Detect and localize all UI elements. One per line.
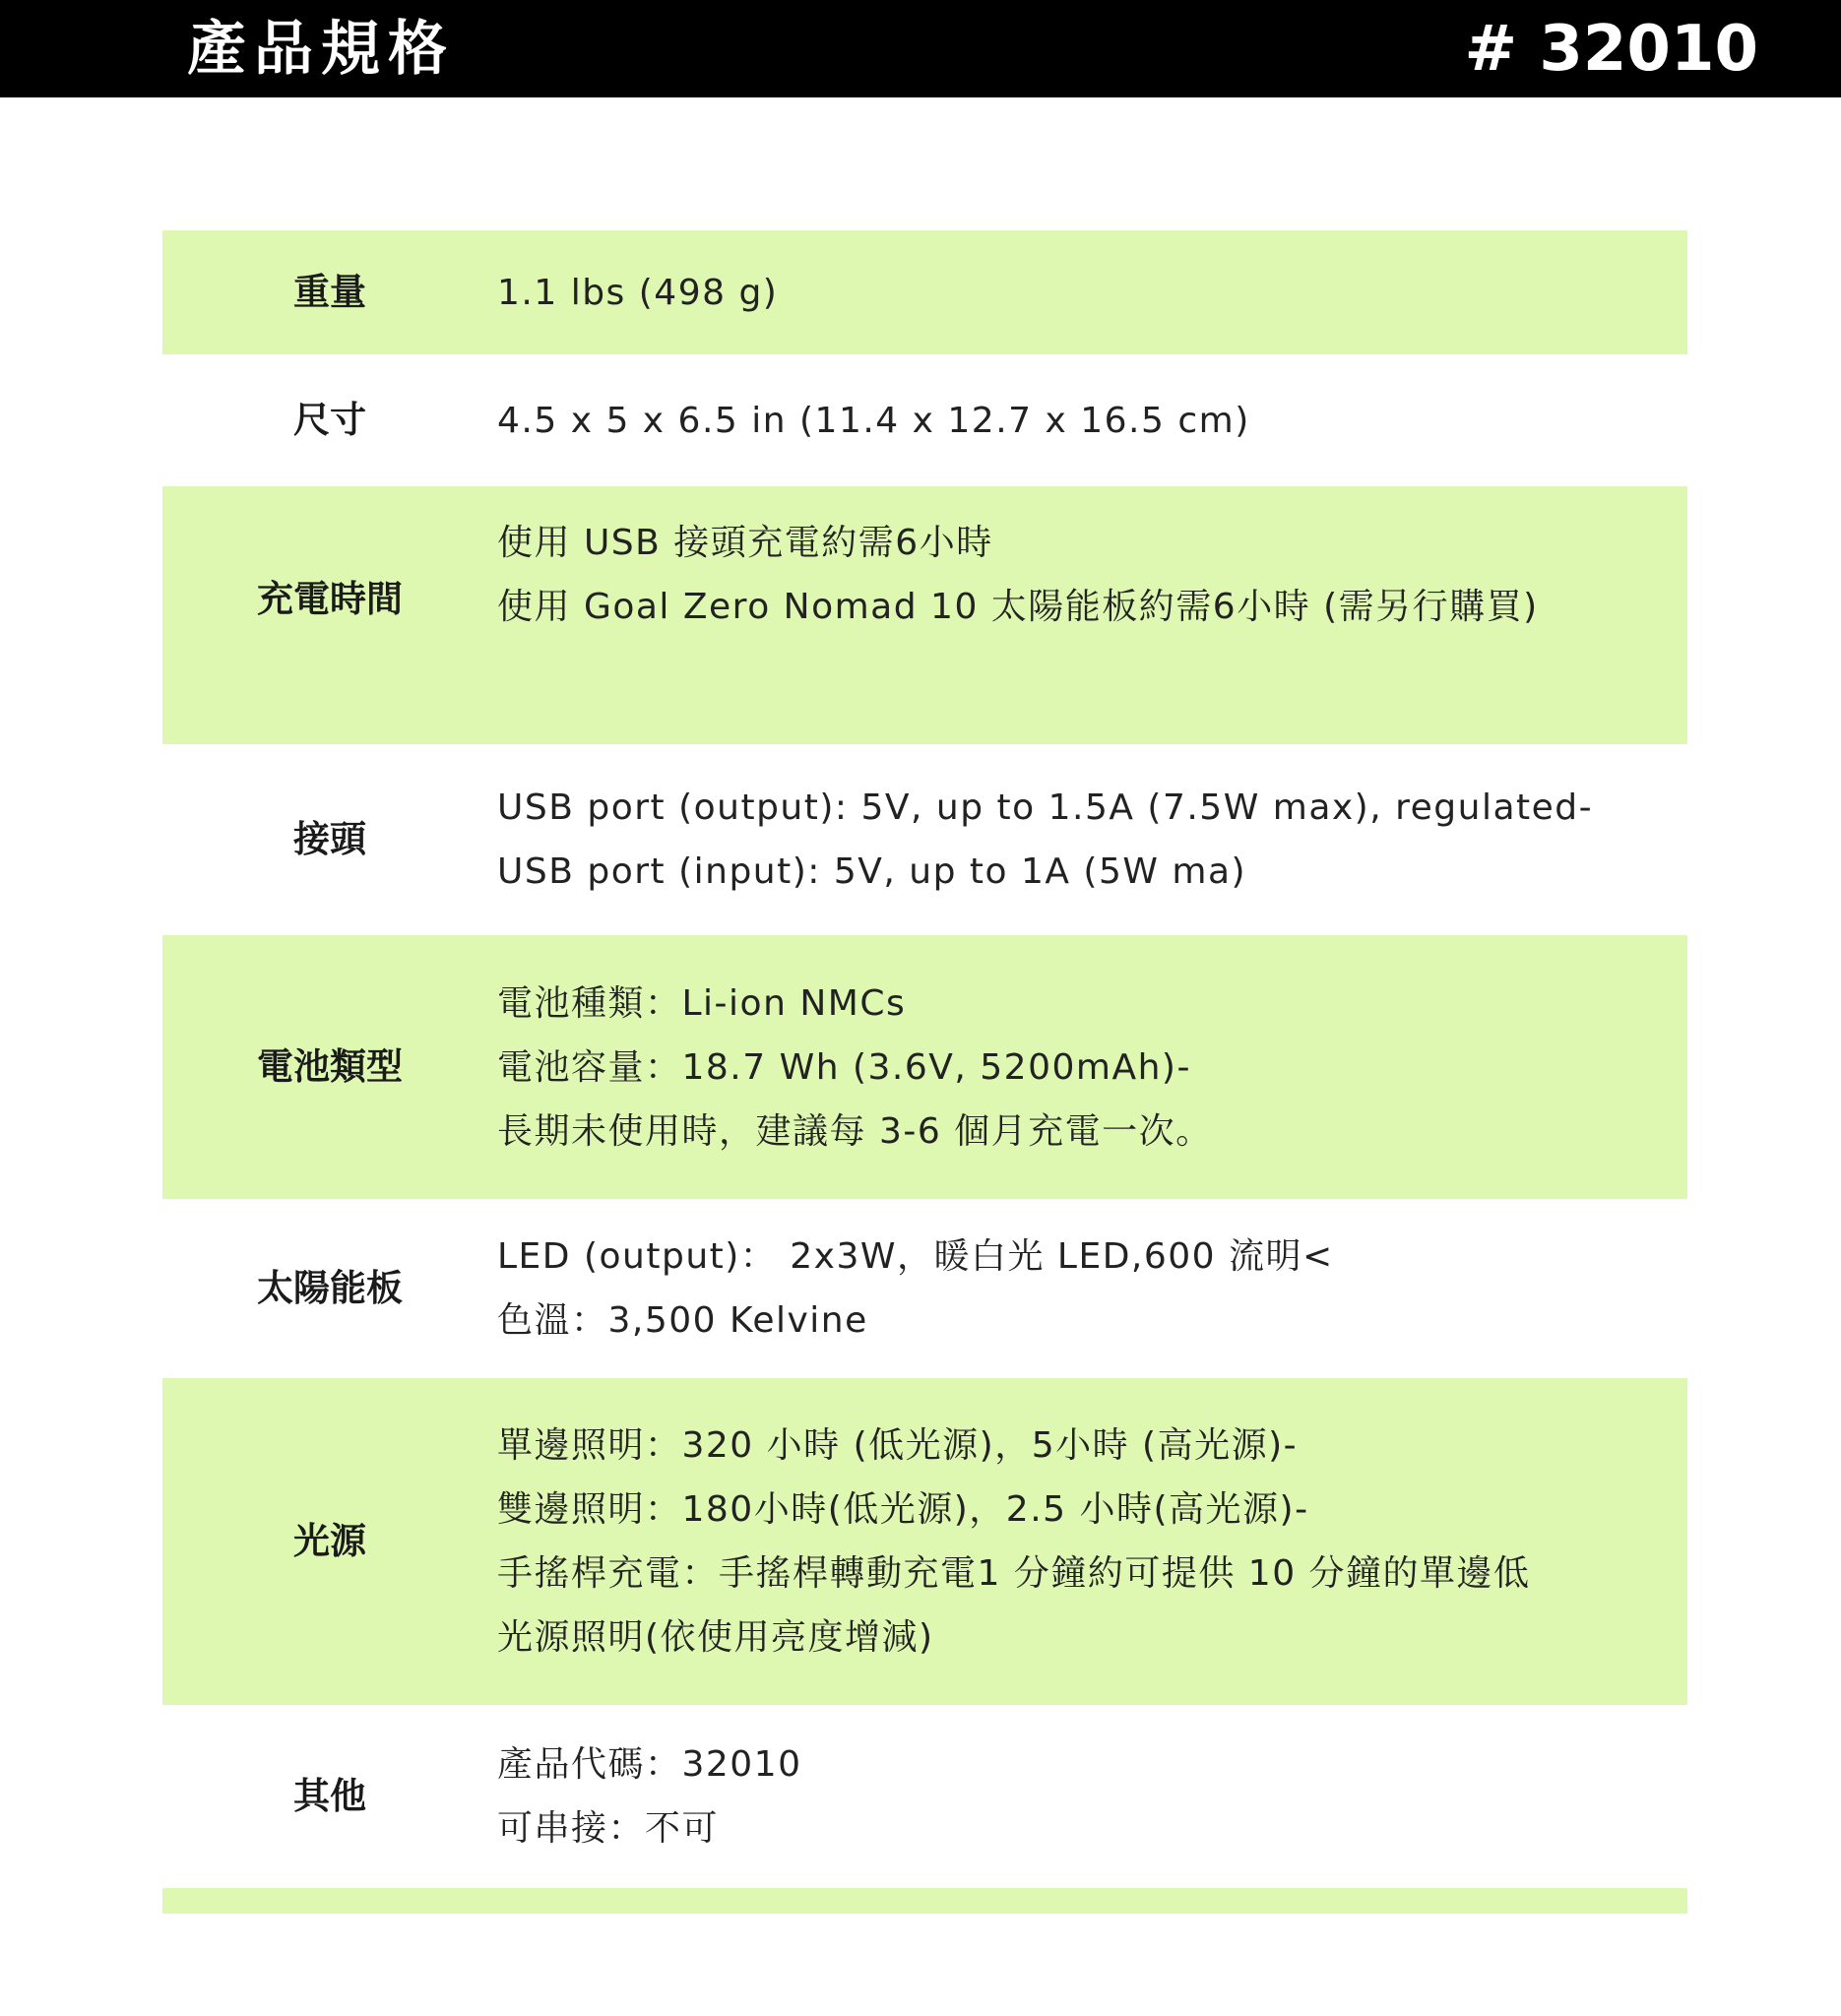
spec-label: 電池類型 (257, 1045, 403, 1088)
spec-row-other (162, 1705, 1687, 1888)
spec-value: USB port (output): 5V, up to 1.5A (7.5W max), regulated- (497, 788, 1594, 828)
spec-value: LED (output)： 2x3W，暖白光 LED,600 流明< (497, 1236, 1334, 1277)
spec-value: 色溫：3,500 Kelvine (497, 1300, 868, 1341)
spec-label: 其他 (293, 1775, 366, 1817)
spec-values (497, 1225, 1687, 1353)
spec-label: 重量 (293, 271, 366, 313)
spec-value: 電池種類：Li-ion NMCs (497, 982, 907, 1024)
spec-value: 光源照明(依使用亮度增減) (497, 1617, 934, 1658)
header-bar (0, 0, 1841, 97)
spec-row-light-source (162, 1378, 1687, 1705)
spec-label: 接頭 (293, 818, 366, 860)
spec-label: 光源 (293, 1520, 366, 1562)
spec-label: 太陽能板 (257, 1267, 403, 1309)
spec-values (497, 389, 1687, 453)
spec-values (497, 261, 1687, 325)
spec-value: USB port (input): 5V, up to 1A (5W ma) (497, 851, 1247, 892)
spec-value: 可串接：不可 (497, 1808, 720, 1849)
page-title: 產品規格 (187, 15, 455, 84)
spec-values (497, 1414, 1687, 1670)
spec-value: 長期未使用時，建議每 3-6 個月充電一次。 (497, 1110, 1213, 1152)
spec-row-ports (162, 744, 1687, 935)
spec-row-battery (162, 935, 1687, 1199)
spec-value: 手搖桿充電：手搖桿轉動充電1 分鐘約可提供 10 分鐘的單邊低 (497, 1553, 1531, 1594)
spec-values (497, 776, 1687, 904)
spec-row-weight (162, 230, 1687, 354)
spec-value: 單邊照明：320 小時 (低光源)，5小時 (高光源)- (497, 1425, 1299, 1466)
spec-values (497, 1732, 1687, 1860)
spec-row-solar-panel (162, 1199, 1687, 1378)
spec-value: 使用 USB 接頭充電約需6小時 (497, 523, 993, 563)
bottom-divider-strip (162, 1888, 1687, 1914)
spec-value: 1.1 lbs (498 g) (497, 272, 779, 313)
spec-value: 4.5 x 5 x 6.5 in (11.4 x 12.7 x 16.5 cm) (497, 400, 1250, 441)
spec-values (497, 486, 1687, 639)
spec-row-dimensions (162, 354, 1687, 486)
spec-table (162, 230, 1687, 1888)
spec-value: 使用 Goal Zero Nomad 10 太陽能板約需6小時 (需另行購買) (497, 587, 1539, 627)
spec-label: 充電時間 (257, 578, 403, 620)
spec-values (497, 972, 1687, 1164)
spec-value: 電池容量：18.7 Wh (3.6V, 5200mAh)- (497, 1046, 1191, 1088)
spec-value: 雙邊照明：180小時(低光源)，2.5 小時(高光源)- (497, 1489, 1309, 1530)
spec-label: 尺寸 (293, 399, 366, 441)
product-code: # 32010 (1464, 13, 1758, 86)
spec-value: 產品代碼：32010 (497, 1744, 802, 1785)
spec-row-charge-time (162, 486, 1687, 744)
